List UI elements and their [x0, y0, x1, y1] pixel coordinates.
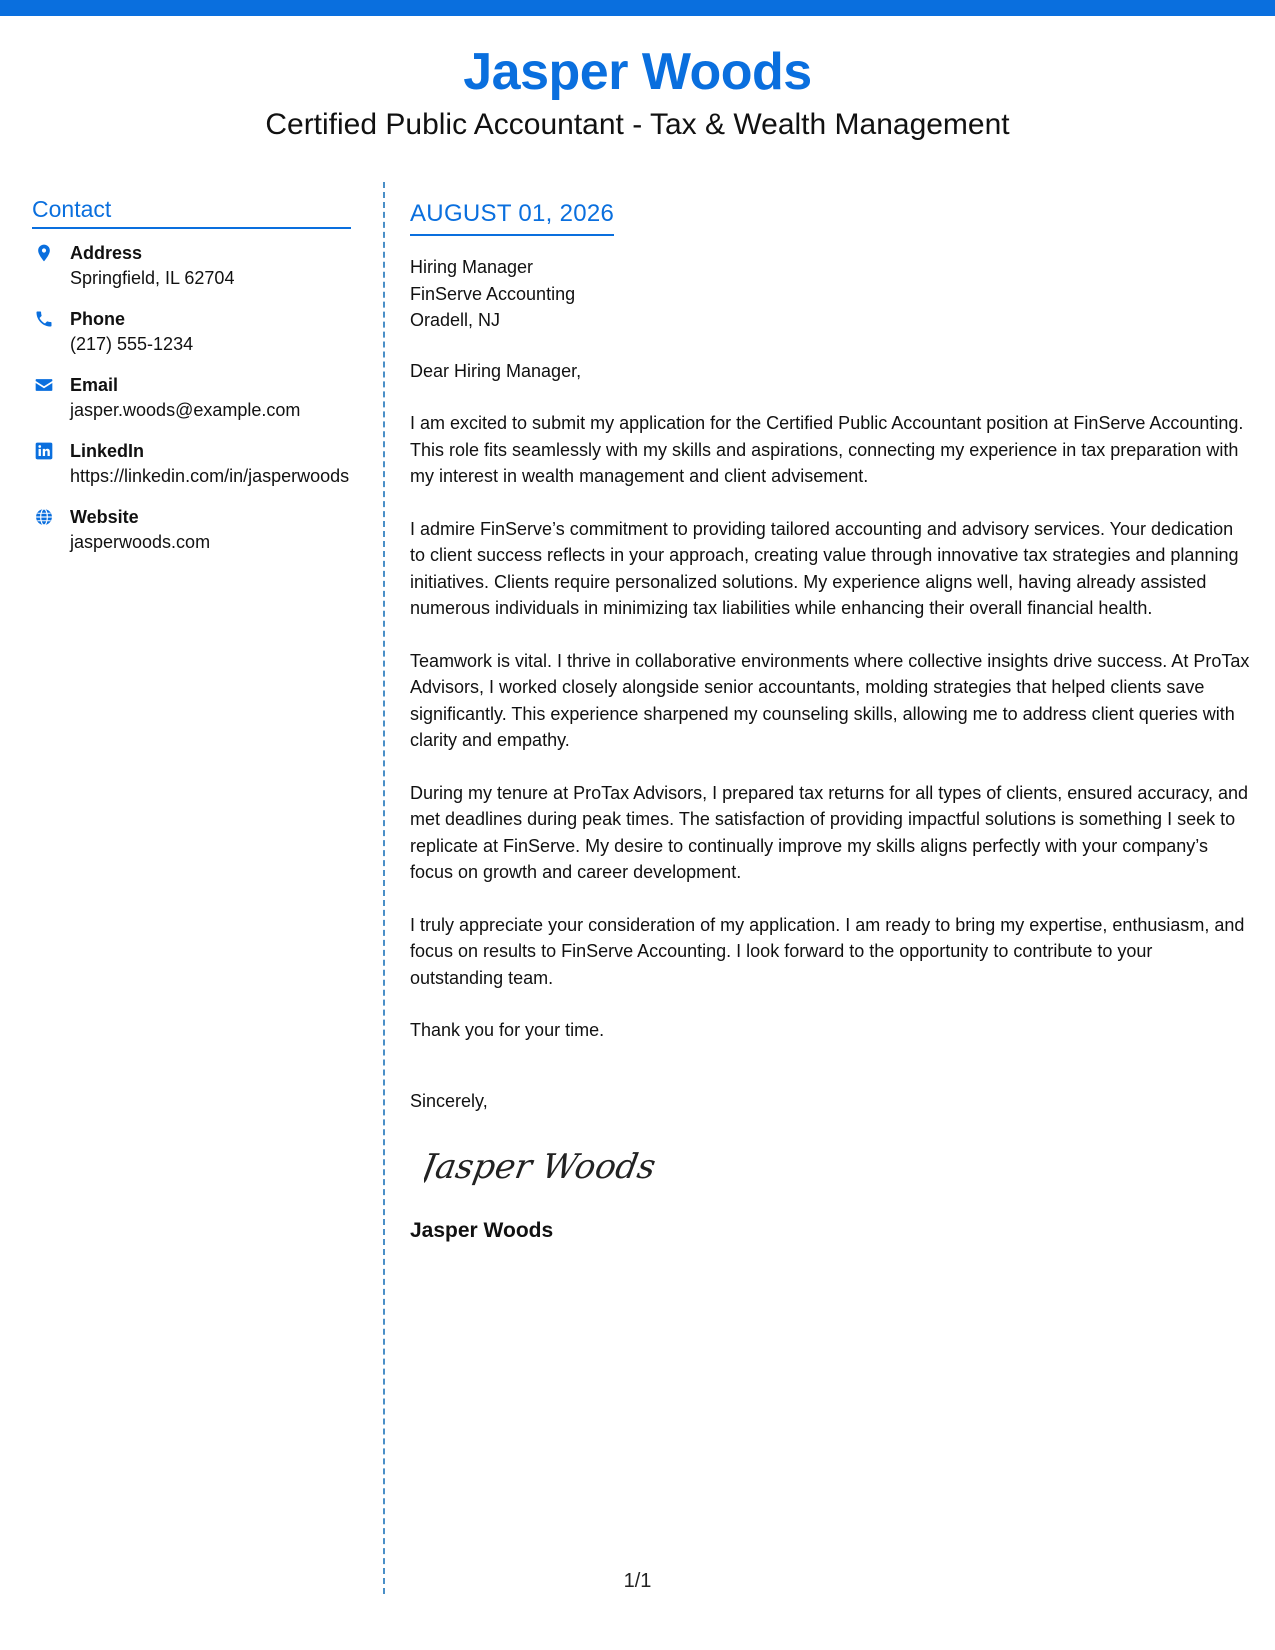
contact-item-address	[32, 241, 351, 291]
contact-label: Phone	[70, 309, 126, 329]
location-pin-icon	[34, 243, 54, 263]
contact-item-website	[32, 505, 351, 555]
contact-label: Email	[70, 375, 119, 395]
contact-value-website[interactable]: jasperwoods.com	[70, 532, 211, 552]
header	[0, 40, 1275, 144]
contact-item-email	[32, 373, 351, 423]
contact-label: Address	[70, 243, 143, 263]
contact-heading: Contact	[32, 194, 351, 229]
globe-icon	[34, 507, 54, 527]
candidate-name: Jasper Woods	[463, 43, 812, 101]
contact-value-linkedin[interactable]: https://linkedin.com/in/jasperwoods	[70, 466, 350, 486]
contact-label: LinkedIn	[70, 441, 145, 461]
paragraph: Thank you for your time.	[410, 1020, 605, 1040]
letter-date: AUGUST 01, 2026	[410, 198, 614, 236]
column-divider	[383, 182, 385, 1594]
phone-icon	[34, 309, 54, 329]
linkedin-icon	[34, 441, 54, 461]
closing: Sincerely,	[410, 1090, 488, 1111]
contact-list	[32, 241, 351, 555]
signature-text: Jasper Woods	[424, 1147, 659, 1187]
contact-sidebar	[32, 194, 351, 571]
contact-item-phone	[32, 307, 351, 357]
recipient-line: Hiring Manager	[410, 257, 534, 277]
letter-body	[410, 198, 1250, 1245]
recipient-block	[410, 254, 1250, 334]
contact-item-linkedin	[32, 439, 351, 489]
signature-image	[424, 1134, 684, 1198]
recipient-line: FinServe Accounting	[410, 283, 576, 304]
contact-label: Website	[70, 507, 139, 527]
greeting: Dear Hiring Manager,	[410, 360, 582, 381]
email-icon	[34, 375, 54, 395]
paragraph: Teamwork is vital. I thrive in collaborative environments where collective insights drive success. At ProTax Advisors, I worked closely alongside senior accountants, molding strategies that helped clients save significantly. This experience sharpened my counseling skills, allowing me to address client queries with clarity and empathy.	[410, 650, 1250, 750]
paragraph: During my tenure at ProTax Advisors, I prepared tax returns for all types of clients, ensured accuracy, and met deadlines during peak times. The satisfaction of providing impactful solutions is something I seek to replicate at FinServe. My desire to continually improve my skills aligns perfectly with your company’s focus on growth and career development.	[410, 782, 1249, 882]
contact-value-email[interactable]: jasper.woods@example.com	[70, 400, 301, 420]
paragraph: I truly appreciate your consideration of my application. I am ready to bring my expertise, enthusiasm, and focus on results to FinServe Accounting. I look forward to the opportunity to contribute to your outstanding team.	[410, 914, 1245, 988]
top-accent-bar	[0, 0, 1275, 16]
contact-value-address: Springfield, IL 62704	[70, 268, 235, 288]
recipient-line: Oradell, NJ	[410, 310, 501, 330]
paragraph: I admire FinServe’s commitment to providing tailored accounting and advisory services. Your dedication to client success reflects in your approach, creating value through innovative tax strategies and planning initiatives. Clients require personalized solutions. My experience aligns well, having already assisted numerous individuals in minimizing tax liabilities while enhancing their overall financial health.	[410, 518, 1239, 618]
signer-name: Jasper Woods	[410, 1219, 554, 1242]
page-number: 1/1	[623, 1570, 652, 1592]
paragraph: I am excited to submit my application for the Certified Public Accountant position at FinServe Accounting. This role fits seamlessly with my skills and aspirations, connecting my experience in tax preparation with my interest in wealth management and client advisement.	[410, 413, 1244, 486]
candidate-title: Certified Public Accountant - Tax & Wealth Management	[265, 108, 1010, 141]
contact-value-phone: (217) 555-1234	[70, 334, 194, 354]
